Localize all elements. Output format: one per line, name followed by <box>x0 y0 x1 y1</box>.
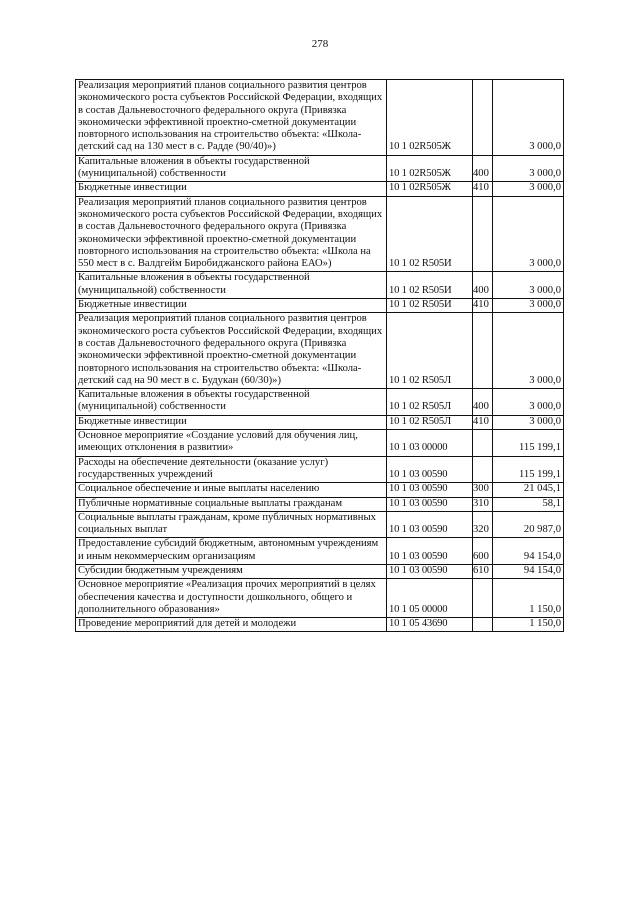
row-code: 10 1 02 R505И <box>387 272 473 299</box>
row-name: Основное мероприятие «Реализация прочих мероприятий в целях обеспечения качества и доступности дошкольного, общего и дополнительного образования» <box>76 579 387 618</box>
table-row <box>76 564 564 578</box>
row-amount: 1 150,0 <box>493 579 564 618</box>
table-row <box>76 155 564 182</box>
row-name: Публичные нормативные социальные выплаты гражданам <box>76 497 387 511</box>
table-row <box>76 579 564 618</box>
row-amount: 115 199,1 <box>493 430 564 457</box>
row-name: Капитальные вложения в объекты государственной (муниципальной) собственности <box>76 272 387 299</box>
row-code: 10 1 02 R505Л <box>387 389 473 416</box>
row-code: 10 1 03 00590 <box>387 511 473 538</box>
row-amount: 3 000,0 <box>493 272 564 299</box>
row-name: Реализация мероприятий планов социального развития центров экономического роста субъектов Российской Федерации, входящих в состав Дальневосточного федерального округа (Привязка экономически эффективной проектно-сметной документации повторного использования на строительство объекта: «Школа на 550 мест в с. Валдгейм Биробиджанского района ЕАО») <box>76 196 387 272</box>
table-row <box>76 415 564 429</box>
table-row <box>76 538 564 565</box>
row-code: 10 1 02 R505И <box>387 196 473 272</box>
table-row <box>76 196 564 272</box>
row-type: 610 <box>473 564 493 578</box>
row-amount: 115 199,1 <box>493 456 564 483</box>
table-row <box>76 313 564 389</box>
row-amount: 3 000,0 <box>493 155 564 182</box>
row-type: 600 <box>473 538 493 565</box>
row-type <box>473 430 493 457</box>
table-row <box>76 511 564 538</box>
row-code: 10 1 03 00590 <box>387 497 473 511</box>
table-row <box>76 299 564 313</box>
row-code: 10 1 03 00590 <box>387 483 473 497</box>
row-type <box>473 456 493 483</box>
row-type: 300 <box>473 483 493 497</box>
row-amount: 3 000,0 <box>493 415 564 429</box>
row-type: 410 <box>473 299 493 313</box>
row-name: Бюджетные инвестиции <box>76 415 387 429</box>
row-code: 10 1 02 R505Л <box>387 313 473 389</box>
row-code: 10 1 03 00590 <box>387 538 473 565</box>
row-code: 10 1 02 R505И <box>387 299 473 313</box>
table-row <box>76 618 564 632</box>
row-code: 10 1 03 00590 <box>387 456 473 483</box>
table-row <box>76 389 564 416</box>
row-type <box>473 313 493 389</box>
row-code: 10 1 02 R505Л <box>387 415 473 429</box>
table-row <box>76 80 564 156</box>
row-type: 410 <box>473 182 493 196</box>
table-row <box>76 430 564 457</box>
row-type <box>473 579 493 618</box>
row-code: 10 1 02R505Ж <box>387 80 473 156</box>
row-name: Капитальные вложения в объекты государственной (муниципальной) собственности <box>76 389 387 416</box>
row-amount: 58,1 <box>493 497 564 511</box>
row-name: Основное мероприятие «Создание условий для обучения лиц, имеющих отклонения в развитии» <box>76 430 387 457</box>
row-code: 10 1 03 00000 <box>387 430 473 457</box>
row-amount: 3 000,0 <box>493 182 564 196</box>
row-type: 400 <box>473 155 493 182</box>
row-type: 400 <box>473 389 493 416</box>
table-row <box>76 483 564 497</box>
row-type <box>473 618 493 632</box>
table-row <box>76 182 564 196</box>
row-type: 320 <box>473 511 493 538</box>
row-code: 10 1 02R505Ж <box>387 182 473 196</box>
table-row <box>76 272 564 299</box>
row-name: Проведение мероприятий для детей и молодежи <box>76 618 387 632</box>
row-amount: 20 987,0 <box>493 511 564 538</box>
row-code: 10 1 02R505Ж <box>387 155 473 182</box>
table-row <box>76 497 564 511</box>
table-row <box>76 456 564 483</box>
row-type: 310 <box>473 497 493 511</box>
row-amount: 94 154,0 <box>493 538 564 565</box>
row-name: Бюджетные инвестиции <box>76 299 387 313</box>
row-amount: 3 000,0 <box>493 313 564 389</box>
row-name: Реализация мероприятий планов социального развития центров экономического роста субъектов Российской Федерации, входящих в состав Дальневосточного федерального округа (Привязка экономически эффективной проектно-сметной документации повторного использования на строительство объекта: «Школа-детский сад на 130 мест в с. Радде (90/40)») <box>76 80 387 156</box>
row-type <box>473 80 493 156</box>
row-type: 410 <box>473 415 493 429</box>
row-code: 10 1 05 43690 <box>387 618 473 632</box>
row-amount: 3 000,0 <box>493 389 564 416</box>
row-name: Социальные выплаты гражданам, кроме публичных нормативных социальных выплат <box>76 511 387 538</box>
row-name: Социальное обеспечение и иные выплаты населению <box>76 483 387 497</box>
page-number: 278 <box>311 38 329 50</box>
row-amount: 94 154,0 <box>493 564 564 578</box>
row-type: 400 <box>473 272 493 299</box>
row-type <box>473 196 493 272</box>
row-amount: 3 000,0 <box>493 80 564 156</box>
row-amount: 1 150,0 <box>493 618 564 632</box>
row-name: Субсидии бюджетным учреждениям <box>76 564 387 578</box>
row-name: Расходы на обеспечение деятельности (оказание услуг) государственных учреждений <box>76 456 387 483</box>
row-code: 10 1 05 00000 <box>387 579 473 618</box>
row-amount: 3 000,0 <box>493 299 564 313</box>
row-amount: 3 000,0 <box>493 196 564 272</box>
row-code: 10 1 03 00590 <box>387 564 473 578</box>
row-name: Предоставление субсидий бюджетным, автономным учреждениям и иным некоммерческим организациям <box>76 538 387 565</box>
row-name: Бюджетные инвестиции <box>76 182 387 196</box>
row-amount: 21 045,1 <box>493 483 564 497</box>
row-name: Реализация мероприятий планов социального развития центров экономического роста субъектов Российской Федерации, входящих в состав Дальневосточного федерального округа (Привязка экономически эффективной проектно-сметной документации повторного использования на строительство объекта: «Школа-детский сад на 90 мест в с. Будукан (60/30)») <box>76 313 387 389</box>
row-name: Капитальные вложения в объекты государственной (муниципальной) собственности <box>76 155 387 182</box>
budget-table <box>75 79 564 632</box>
